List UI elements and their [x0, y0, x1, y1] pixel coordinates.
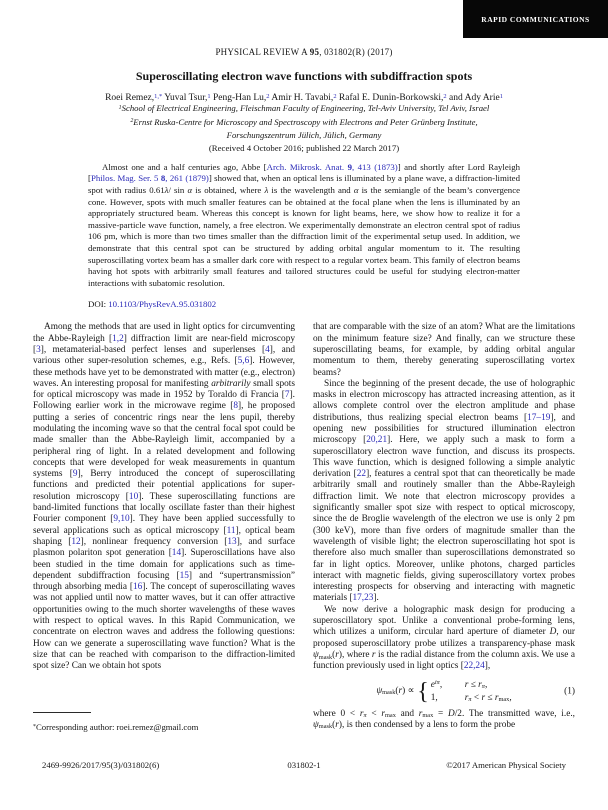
citation-link[interactable]: 13: [227, 536, 237, 547]
citation-link[interactable]: 2: [266, 92, 270, 100]
equation-row1-value: $e^{i\pi}$,: [430, 679, 443, 690]
equation-row2-condition: rπ < r ≤ rmax,: [464, 692, 512, 704]
page-footer: [0, 760, 608, 770]
issn-code: 2469-9926/2017/95(3)/031802(6): [42, 760, 160, 770]
affiliation-2-continued: Forschungszentrum Jülich, Jülich, Germany: [226, 130, 382, 141]
citation-link[interactable]: 2: [443, 92, 447, 100]
footnote-text: *Corresponding author: roei.remez@gmail.com: [33, 722, 199, 732]
citation-link[interactable]: 3: [36, 344, 41, 355]
citation-link[interactable]: 8: [233, 401, 239, 412]
doi-link[interactable]: 10.1103/PhysRevA.95.031802: [108, 299, 217, 310]
page-number: 031802-1: [287, 760, 321, 770]
body-columns: [33, 322, 575, 731]
right-column: [313, 322, 575, 731]
affiliation-1: $^1$School of Electrical Engineering, Fleischman Faculty of Engineering, Tel-Aviv University, Tel Aviv, Israel: [118, 103, 490, 113]
citation-link[interactable]: 20,21: [366, 435, 388, 446]
left-column: [33, 322, 295, 731]
citation-link[interactable]: 9: [347, 161, 352, 172]
copyright: ©2017 American Physical Society: [446, 760, 566, 770]
affiliation-2: $^2$Ernst Ruska-Centre for Microscopy and Spectroscopy with Electrons and Peter Grünberg Institute,: [130, 116, 478, 127]
citation-link[interactable]: 9: [72, 469, 78, 480]
equation-1: [313, 679, 575, 705]
citation-link[interactable]: 12: [71, 536, 81, 547]
citation-link[interactable]: 1: [207, 92, 211, 100]
citation-link[interactable]: 17,23: [352, 593, 374, 604]
corresponding-author-footnote: [33, 712, 295, 732]
citation-link[interactable]: Arch. Mikrosk. Anat.: [266, 161, 348, 172]
journal-header: PHYSICAL REVIEW A 95, 031802(R) (2017): [215, 47, 393, 57]
citation-link[interactable]: 14: [171, 548, 182, 559]
equation-cases: [431, 679, 512, 705]
equation-lhs: ψmask(r) ∝: [376, 685, 415, 697]
citation-link[interactable]: , 413 (1873): [351, 161, 398, 172]
paragraph-intro: Among the methods that are used in light optics for circumventing the Abbe-Rayleigh [1,2] diffraction limit are near-field microscopy [3], metamaterial-based perfect lenses and superlenses [4], and various other super-resolution schemes, e.g., Refs. [5,6]. However, these methods have yet to be demonstrated with matter (e.g., electron) waves. An interesting proposal for manifesting arbitrarily small spots for optical microscopy was made in 1952 by Toraldo di Francia [7]. Following earlier work in the microwave regime [8], he proposed putting a series of concentric rings near the lens pupil, thereby modulating the incoming wave so that the central focal spot could be made smaller than the Abbe-Rayleigh limit, accompanied by a peripheral ring of light. In a related development and following concepts that were developed for weak measurements in quantum systems [9], Berry introduced the concept of superoscillating functions and predicted their potential applications for super-resolution microscopy [10]. These superoscillating functions are band-limited functions that locally oscillate faster than their highest Fourier component [9,10]. They have been applied successfully to several applications such as optical microscopy [11], optical beam shaping [12], nonlinear frequency conversion [13], and surface plasmon polariton spot generation [14]. Superoscillations have also been studied in the time domain for applications such as time-dependent subdiffraction focusing [15] and “supertransmission” through absorbing media [16]. The concept of superoscillating waves was not applied until now to matter waves, but it can offer attractive opportunities owing to the much shorter wavelengths of these waves with respect to optical waves. In this Rapid Communication, we concentrate on electron waves and address the following questions: How can we generate a superoscillating wave function? What is the size that can be reached with comparison to the diffraction-limited spot size? Can we obtain hot spots: [33, 322, 296, 672]
citation-link[interactable]: 1: [499, 92, 503, 100]
footnote-rule: [33, 712, 91, 713]
citation-link[interactable]: 2: [333, 92, 337, 100]
citation-link[interactable]: 1,*: [154, 92, 163, 100]
citation-link[interactable]: 9,10: [113, 514, 130, 525]
paragraph-after-equation: where 0 < rπ < rmax and rmax = D/2. The transmitted wave, i.e., ψmask(r), is then condensed by a lens to form the probe: [313, 708, 575, 731]
doi-line: [88, 299, 520, 309]
citation-link[interactable]: 8: [160, 173, 166, 184]
citation-link[interactable]: 22,24: [463, 661, 485, 672]
rapid-communications-banner: [463, 0, 608, 38]
citation-link[interactable]: 11: [226, 525, 236, 536]
banner-label: RAPID COMMUNICATIONS: [481, 14, 590, 24]
citation-link[interactable]: 15: [179, 570, 189, 581]
equation-row1-condition: r ≤ rπ,: [464, 679, 488, 691]
citation-link[interactable]: , 261 (1879): [165, 173, 209, 184]
equation-number: (1): [564, 685, 575, 696]
paper-title: Superoscillating electron wave functions with subdiffraction spots: [135, 69, 473, 83]
doi-label: DOI:: [88, 299, 109, 310]
citation-link[interactable]: 4: [265, 344, 270, 355]
citation-link[interactable]: 5,6: [237, 356, 250, 367]
citation-link[interactable]: 10: [128, 491, 139, 502]
equation-brace: {: [417, 678, 429, 705]
citation-link[interactable]: Philos. Mag. Ser. 5: [90, 173, 161, 184]
citation-link[interactable]: 1,2: [112, 333, 124, 344]
author-line: Roei Remez,$^{1,*}$ Yuval Tsur,$^1$ Peng-Han Lu,$^2$ Amir H. Tavabi,$^2$ Rafal E. Dunin-Borkowski,$^2$ and Ady Arie$^1$: [105, 92, 503, 103]
citation-link[interactable]: 16: [132, 582, 143, 593]
citation-link[interactable]: 17–19: [527, 412, 551, 423]
paragraph-questions-continued: that are comparable with the size of an atom? What are the limitations on the minimum feature size? And finally, can we structure these superoscillating beams, for example, by adding orbital angular momentum to them, thereby generating superoscillating vortex beams?: [313, 322, 575, 378]
abstract: Almost one and a half centuries ago, Abbe [Arch. Mikrosk. Anat. 9, 413 (1873)] and shortly after Lord Rayleigh [Philos. Mag. Ser. 5 8, 261 (1879)] showed that, when an optical lens is illuminated by a plane wave, a diffraction-limited spot with radius 0.61λ/ sin α is obtained, where λ is the wavelength and α is the semiangle of the beam’s convergence cone. However, spots with much smaller features can be obtained at the focal plane when the lens is illuminated by an appropriately structured beam. Whereas this concept is known for light beams, here, we show how to realize it for a massive-particle wave function, namely, a free electron. We experimentally demonstrate an electron central spot of radius 106 pm, which is more than two times smaller than the diffraction limit of the experimental setup used. In addition, we demonstrate that this central spot can be structured by adding orbital angular momentum to it. The resulting superoscillating vortex beam has a smaller dark core with respect to a regular vortex beam. This family of electron beams having hot spots with arbitrarily small features and tailored structures could be useful for studying electron-matter interactions with subatomic resolution.: [88, 161, 520, 288]
citation-link[interactable]: 22: [356, 469, 367, 480]
paragraph-mask-design: We now derive a holographic mask design for producing a superoscillatory spot. Unlike a conventional probe-forming lens, which utilizes a uniform, circular hard aperture of diameter D, our proposed superoscillatory probe utilizes a transparency-phase mask ψmask(r), where r is the radial distance from the column axis. We use a function previously used in light optics [22,24],: [313, 604, 576, 672]
paragraph-holographic-masks: Since the beginning of the present decade, the use of holographic masks in electron microscopy has attracted increasing attention, as it allows complete control over the electron amplitude and phase distributions, thus realizing special electron beams [17–19], and opening new possibilities for structured illumination electron microscopy [20,21]. Here, we apply such a mask to form a superoscillatory electron wave function, and discuss its prospects. This wave function, which is designed following a simple analytic derivation [22], features a central spot that can theoretically be made arbitrarily small and routinely smaller than the Abbe-Rayleigh diffraction limit. We note that electron microscopy provides a significantly smaller spot size with respect to optical microscopy, since the de Broglie wavelength of the electron we use is only 2 pm (300 keV), more than five orders of magnitude smaller than the wavelength of visible light; the electron superoscillating hot spot is therefore also much smaller than superoscillations demonstrated so far in light optics. Moreover, unlike photons, charged particles interact with magnetic fields, giving superoscillatory vortex probes interesting prospects for observing and interacting with magnetic materials [17,23].: [313, 378, 576, 604]
equation-row2-value: 1,: [430, 692, 438, 703]
received-line: (Received 4 October 2016; published 22 March 2017): [208, 142, 400, 153]
citation-link[interactable]: 7: [284, 390, 290, 401]
